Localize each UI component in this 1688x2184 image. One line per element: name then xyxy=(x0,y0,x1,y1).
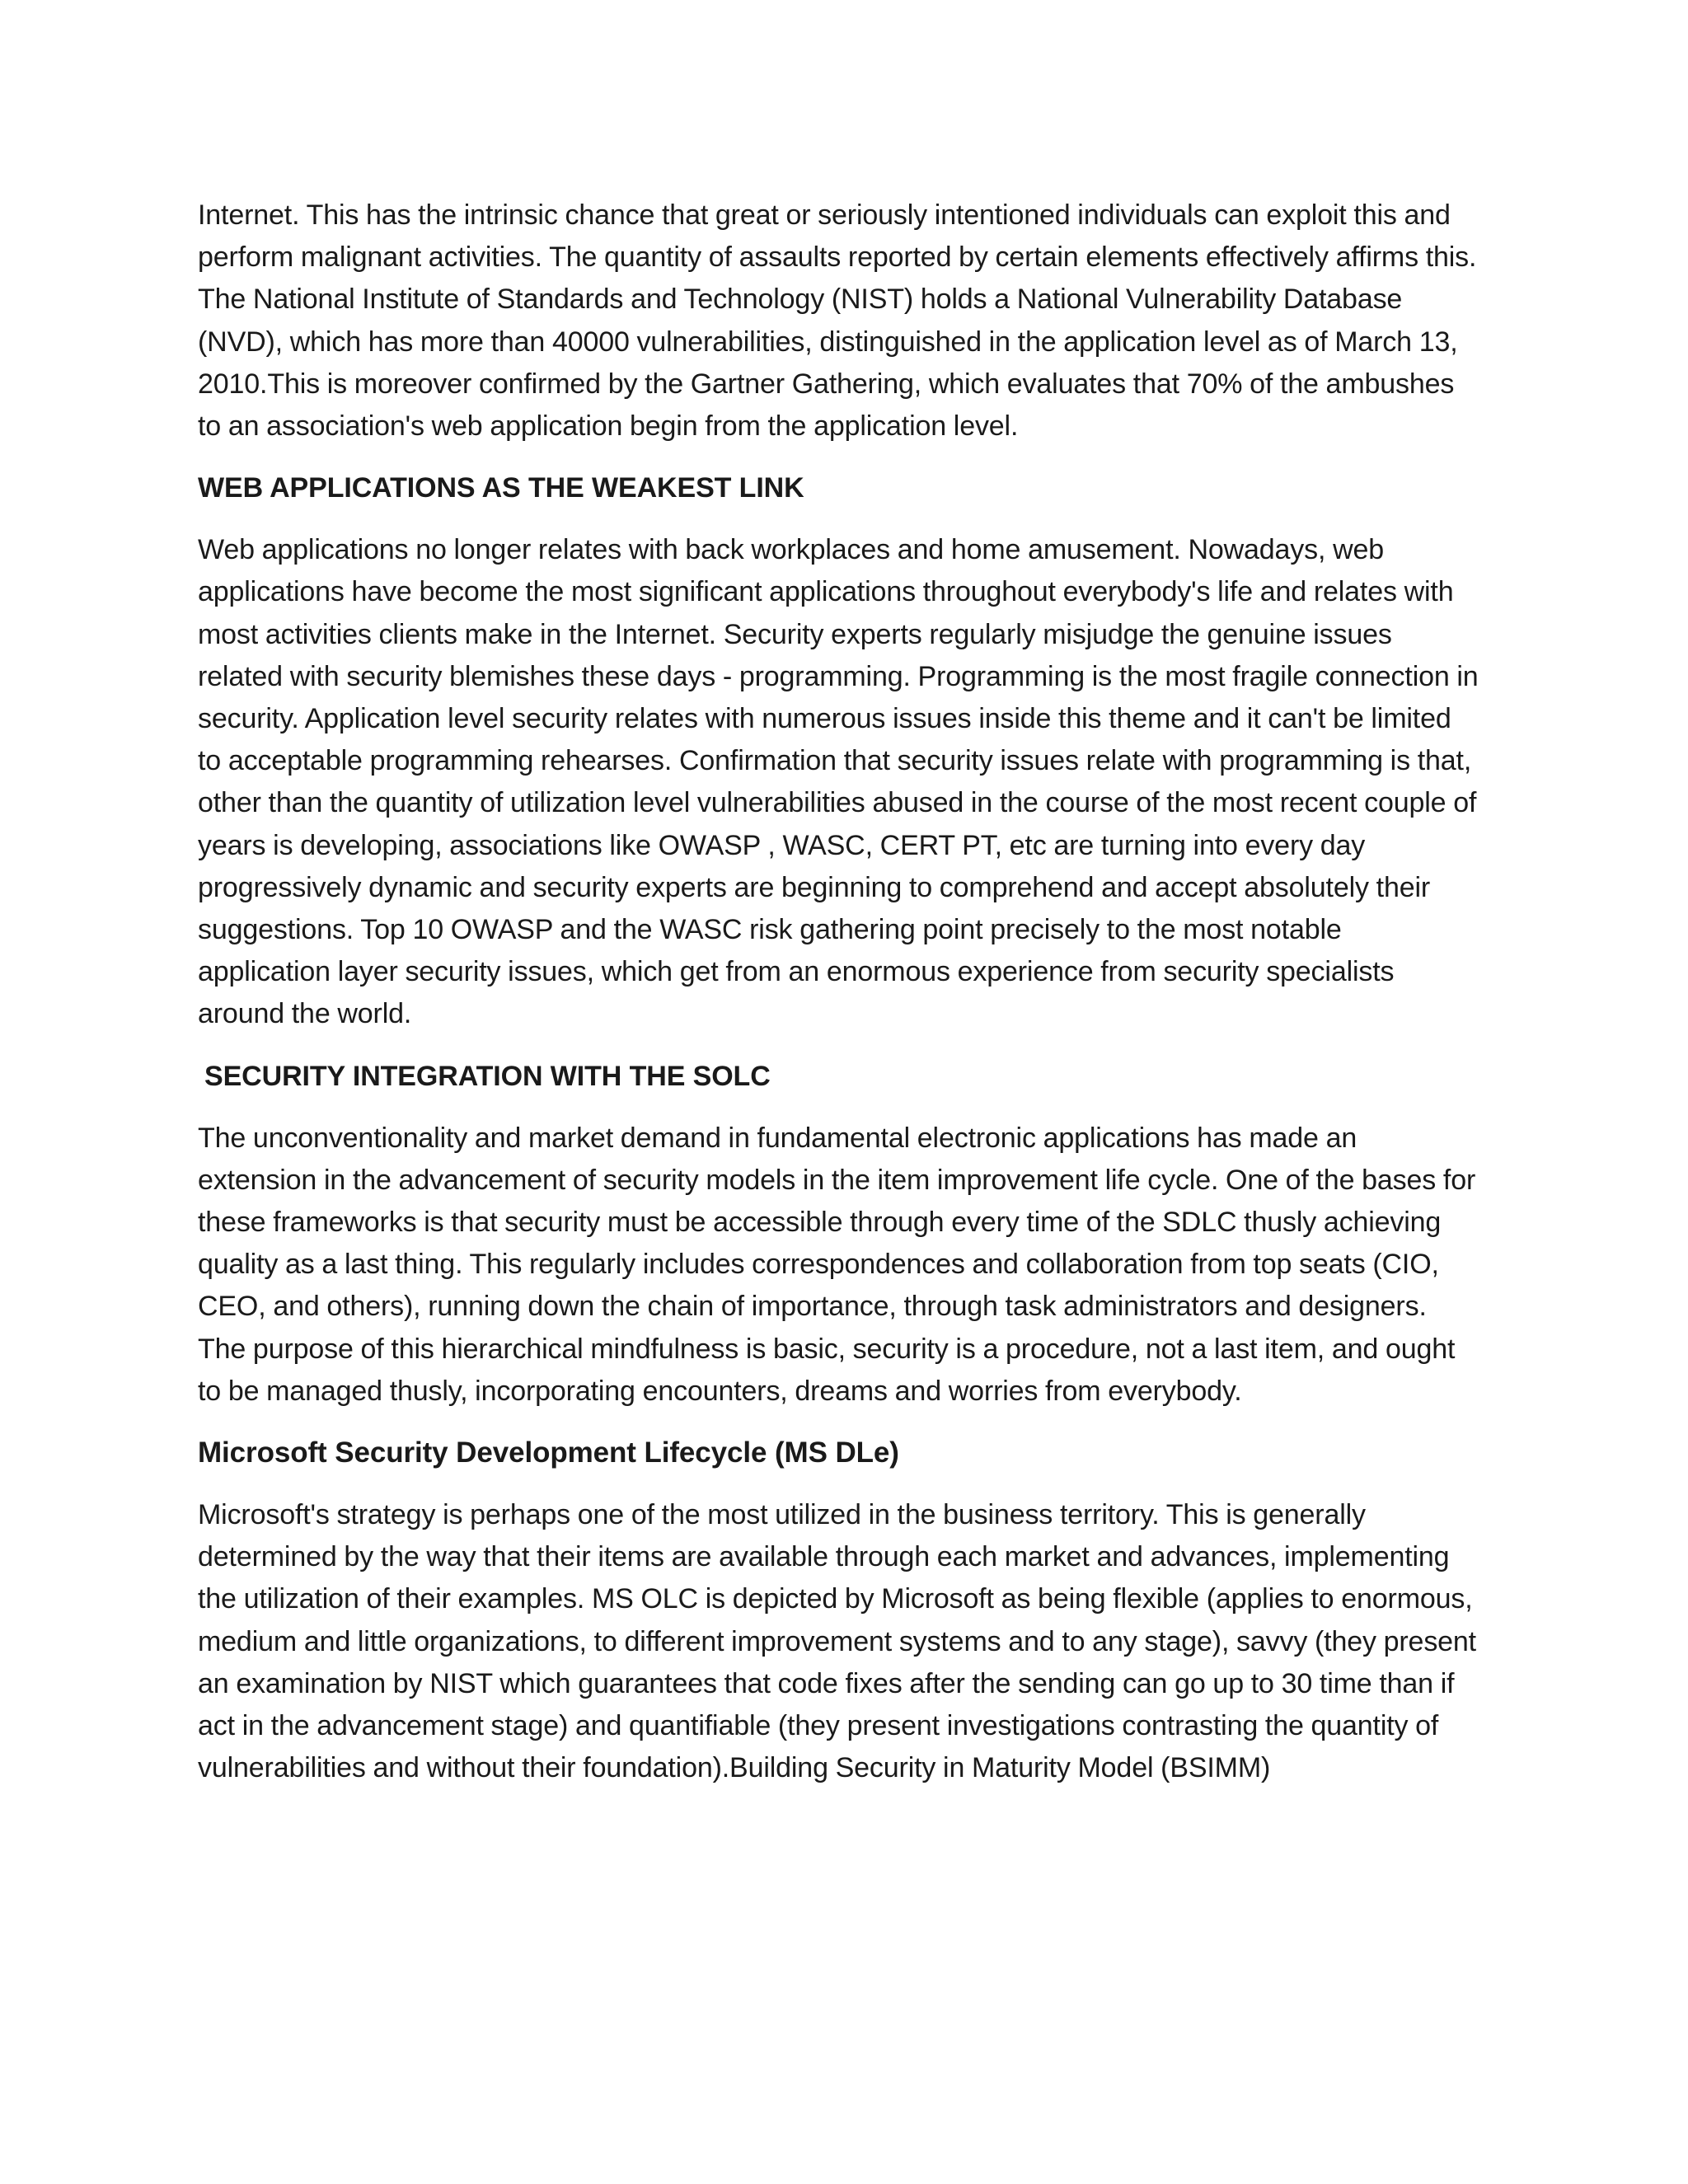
ms-dle-paragraph: Microsoft's strategy is perhaps one of the most utilized in the business territory. This is generally determined by the way that their items are available through each market and advances, implementing the utilization of their examples. MS OLC is depicted by Microsoft as being flexible (applies to enormous, medium and little organizations, to different improvement systems and to any stage), savvy (they present an examination by NIST which guarantees that code fixes after the sending can go up to 30 time than if act in the advancement stage) and quantifiable (they present investigations contrasting the quantity of vulnerabilities and without their foundation).Building Security in Maturity Model (BSIMM) xyxy=(198,1499,1476,1784)
heading-ms-dle: Microsoft Security Development Lifecycle (MS DLe) xyxy=(198,1436,899,1469)
heading-security-integration: SECURITY INTEGRATION WITH THE SOLC xyxy=(204,1060,771,1092)
heading-weakest-link: WEB APPLICATIONS AS THE WEAKEST LINK xyxy=(198,472,804,504)
weakest-link-paragraph: Web applications no longer relates with back workplaces and home amusement. Nowadays, web applications have become the most significant applications throughout everybody's life and relates with most activities clients make in the Internet. Security experts regularly misjudge the genuine issues related with security blemishes these days - programming. Programming is the most fragile connection in security. Application level security relates with numerous issues inside this theme and it can't be limited to acceptable programming rehearses. Confirmation that security issues relate with programming is that, other than the quantity of utilization level vulnerabilities abused in the course of the most recent couple of years is developing, associations like OWASP , WASC, CERT PT, etc are turning into every day progressively dynamic and security experts are beginning to comprehend and accept absolutely their suggestions. Top 10 OWASP and the WASC risk gathering point precisely to the most notable application layer security issues, which get from an enormous experience from security specialists around the world. xyxy=(198,534,1479,1030)
intro-paragraph: Internet. This has the intrinsic chance that great or seriously intentioned individuals can exploit this and perform malignant activities. The quantity of assaults reported by certain elements effectively affirms this. The National Institute of Standards and Technology (NIST) holds a National Vulnerability Database (NVD), which has more than 40000 vulnerabilities, distinguished in the application level as of March 13, 2010.This is moreover confirmed by the Gartner Gathering, which evaluates that 70% of the ambushes to an association's web application begin from the application level. xyxy=(198,199,1477,443)
security-integration-paragraph: The unconventionality and market demand in fundamental electronic applications has made an extension in the advancement of security models in the item improvement life cycle. One of the bases for these frameworks is that security must be accessible through every time of the SDLC thusly achieving quality as a last thing. This regularly includes correspondences and collaboration from top seats (CIO, CEO, and others), running down the chain of importance, through task administrators and designers. The purpose of this hierarchical mindfulness is basic, security is a procedure, not a last item, and ought to be managed thusly, incorporating encounters, dreams and worries from everybody. xyxy=(198,1122,1476,1407)
document-body xyxy=(198,194,1479,1790)
